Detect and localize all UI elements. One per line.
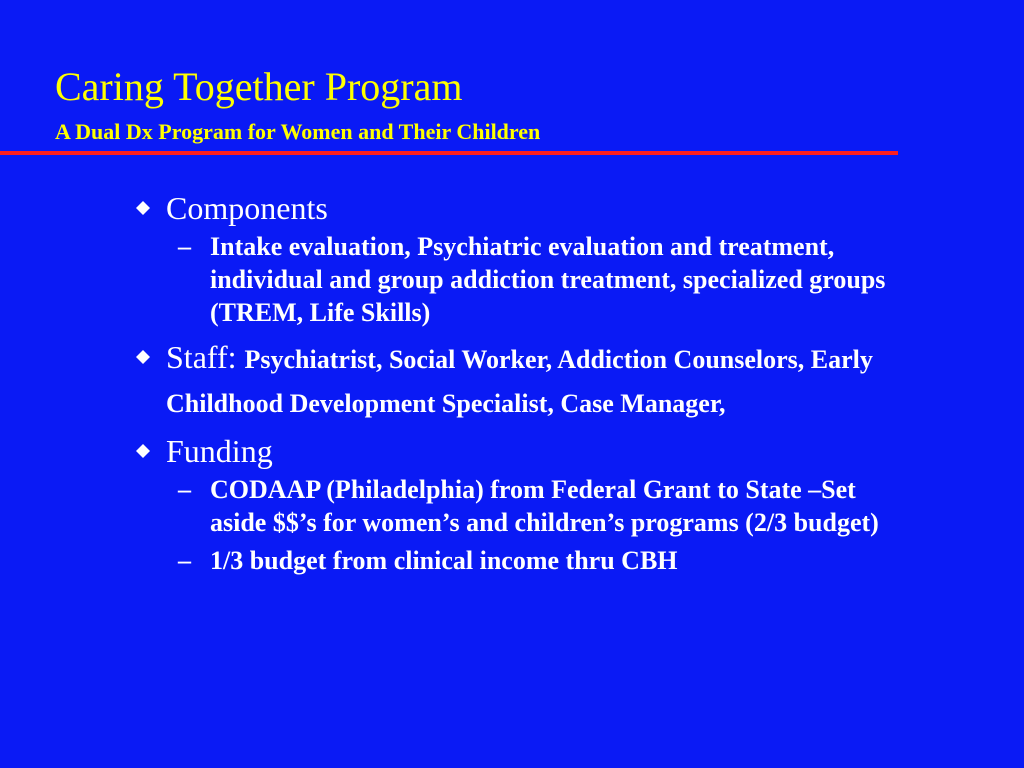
bullet-staff — [130, 335, 970, 423]
slide-title: Caring Together Program — [55, 64, 463, 109]
diamond-icon — [136, 201, 150, 215]
subitem-components-1 — [130, 230, 900, 329]
subitem-funding-2 — [130, 544, 900, 577]
title-divider — [0, 151, 898, 155]
dash-marker: – — [178, 546, 191, 575]
diamond-icon — [136, 444, 150, 458]
dash-marker: – — [178, 475, 191, 504]
slide-subtitle: A Dual Dx Program for Women and Their Children — [55, 119, 541, 144]
bullet-label: Staff: — [166, 339, 237, 375]
subitem-text: Intake evaluation, Psychiatric evaluation and treatment, individual and group addiction treatment, specialized groups (TREM, Life Skills) — [210, 232, 886, 327]
bullet-label: Components — [166, 190, 328, 226]
diamond-icon — [136, 350, 150, 364]
subitem-text: 1/3 budget from clinical income thru CBH — [210, 546, 678, 575]
bullet-funding — [130, 429, 970, 473]
slide-body — [130, 186, 970, 577]
bullet-components — [130, 186, 970, 230]
bullet-label: Funding — [166, 433, 273, 469]
subitem-funding-1 — [130, 473, 900, 539]
dash-marker: – — [178, 232, 191, 261]
subitem-text: CODAAP (Philadelphia) from Federal Grant to State –Set aside $$’s for women’s and children’s programs (2/3 budget) — [210, 475, 879, 537]
staff-list: Psychiatrist, Social Worker, Addiction Counselors, Early Childhood Development Specialist, Case Manager, — [166, 345, 873, 418]
